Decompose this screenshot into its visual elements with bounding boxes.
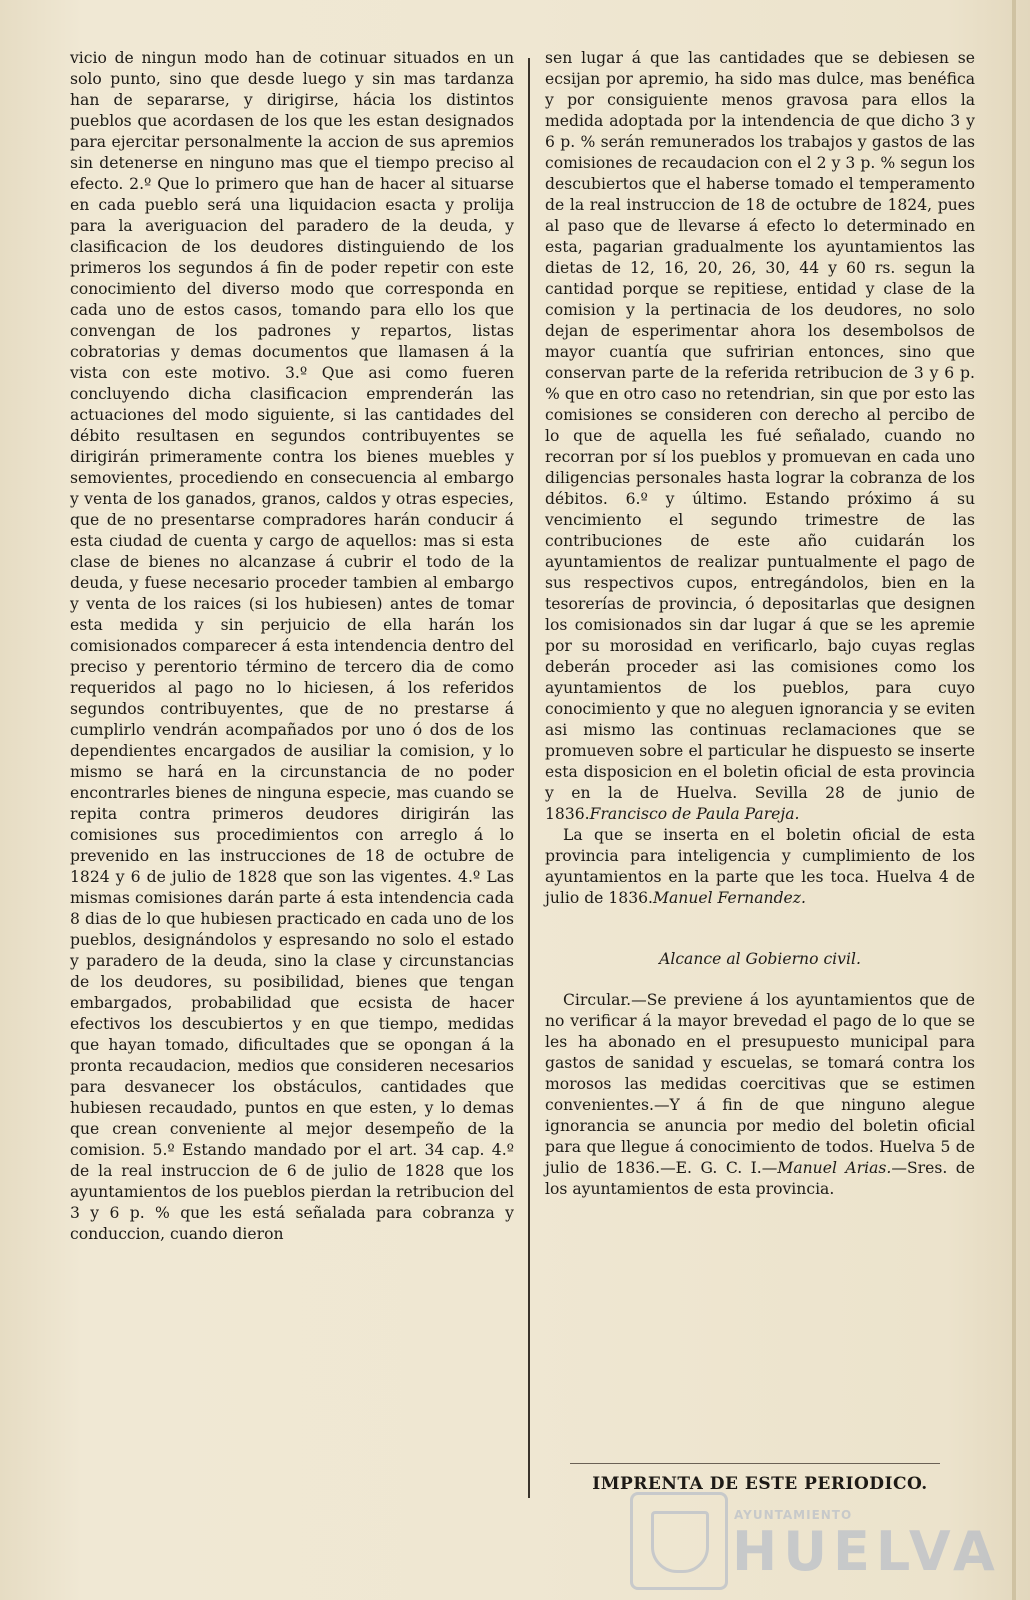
- left-column: [70, 48, 514, 1245]
- imprint-rule: [570, 1463, 940, 1464]
- left-column-text: vicio de ningun modo han de cotinuar situados en un solo punto, sino que desde luego y sin mas tardanza han de separarse, y dirigirse, hácia los distintos pueblos que acordasen de los que les estan designados para ejercitar personalmente la accion de sus apremios sin detenerse en ninguno mas que el tiempo preciso al efecto. 2.º Que lo primero que han de hacer al situarse en cada pueblo será una liquidacion esacta y prolija para la averiguacion del paradero de la deuda, y clasificacion de los deudores distinguiendo de los primeros los segundos á fin de poder repetir con este conocimiento del diverso modo que corresponda en cada uno de estos casos, tomando para ello los que convengan de los padrones y repartos, listas cobratorias y demas documentos que llamasen á la vista con este motivo. 3.º Que asi como fueren concluyendo dicha clasificacion emprenderán las actuaciones del modo siguiente, si las cantidades del débito resultasen en segundos contribuyentes se dirigirán primeramente contra los bienes muebles y semovientes, procediendo en consecuencia al embargo y venta de los ganados, granos, caldos y otras especies, que de no presentarse compradores harán conducir á esta ciudad de cuenta y cargo de aquellos: mas si esta clase de bienes no alcanzase á cubrir el todo de la deuda, y fuese necesario proceder tambien al embargo y venta de los raices (si los hubiesen) antes de tomar esta medida y sin perjuicio de ella harán los comisionados comparecer á esta intendencia dentro del preciso y perentorio término de tercero dia de como requeridos al pago no lo hiciesen, á los referidos segundos contribuyentes, que de no prestarse á cumplirlo vendrán acompañados por uno ó dos de los dependientes encargados de ausiliar la comision, y lo mismo se hará en la circunstancia de no poder encontrarles bienes de ninguna especie, mas cuando se repita contra primeros deudores dirigirán las comisiones sus procedimientos con arreglo á lo prevenido en las instrucciones de 18 de octubre de 1824 y 6 de julio de 1828 que son las vigentes. 4.º Las mismas comisiones darán parte á esta intendencia cada 8 dias de lo que hubiesen practicado en cada uno de los pueblos, designándolos y espresando no solo el estado y paradero de la deuda, sino la clase y circunstancias de los deudores, su posibilidad, bienes que tengan embargados, probabilidad que ecsista de hacer efectivos los descubiertos y en que tiempo, medidas que hayan tomado, dificultades que se opongan á la pronta recaudacion, medios que consideren necesarios para desvanecer los obstáculos, cantidades que hubiesen recaudado, puntos en que esten, y lo demas que crean conveniente al mejor desempeño de la comision. 5.º Estando mandado por el art. 34 cap. 4.º de la real instruccion de 6 de julio de 1828 que los ayuntamientos de los pueblos pierdan la retribucion del 3 y 6 p. % que les está señalada para cobranza y conduccion, cuando dieron: [70, 49, 514, 1243]
- signature-arias: Manuel Arias.: [777, 1159, 892, 1177]
- signature-fernandez: Manuel Fernandez.: [653, 889, 806, 907]
- insertion-text: La que se inserta en el boletin oficial de esta provincia para inteligencia y cumplimiento de los ayuntamientos en la parte que les toca. Huelva 4 de julio de 1836.: [545, 826, 975, 907]
- circular-notice: [545, 990, 975, 1200]
- column-divider: [528, 58, 530, 1498]
- section-heading: Alcance al Gobierno civil.: [659, 950, 861, 968]
- circular-closing: —Sres. de los ayuntamientos de esta provincia.: [545, 1159, 975, 1198]
- decree-text: sen lugar á que las cantidades que se debiesen se ecsijan por apremio, ha sido mas dulce, mas benéfica y por consiguiente menos gravosa para ellos la medida adoptada por la intendencia de que dicho 3 y 6 p. % serán remunerados los trabajos y gastos de las comisiones de recaudacion con el 2 y 3 p. % segun los descubiertos que el haberse tomado el temperamento de la real instruccion de 18 de octubre de 1824, pues al paso que de llevarse á efecto lo determinado en esta, pagarian gradualmente los ayuntamientos las dietas de 12, 16, 20, 26, 30, 44 y 60 rs. segun la cantidad porque se repitiese, entidad y clase de la comision y la pertinacia de los deudores, no solo dejan de esperimentar ahora los desembolsos de mayor cuantía que sufririan entonces, sino que conservan parte de la referida retribucion de 3 y 6 p. % que en otro caso no retendrian, sin que por esto las comisiones se consideren con derecho al percibo de lo que de aquella les fué señalado, cuando no recorran por sí los pueblos y promuevan en cada uno diligencias personales hasta lograr la cobranza de los débitos. 6.º y último. Estando próximo á su vencimiento el segundo trimestre de las contribuciones de este año cuidarán los ayuntamientos de realizar puntualmente el pago de sus respectivos cupos, entregándolos, bien en la tesorerías de provincia, ó depositarlas que designen los comisionados sin dar lugar á que se les apremie por su morosidad en verificarlo, bajo cuyas reglas deberán proceder asi las comisiones como los ayuntamientos de los pueblos, para cuyo conocimiento y que no aleguen ignorancia y se eviten asi mismo las continuas reclamaciones que se promueven sobre el particular he dispuesto se inserte esta disposicion en el boletin oficial de esta provincia y en la de Huelva. Sevilla 28 de junio de 1836.: [545, 49, 975, 823]
- printer-imprint: IMPRENTA DE ESTE PERIODICO.: [592, 1474, 928, 1494]
- watermark-title: HUELVA: [732, 1520, 1001, 1583]
- circular-text: Circular.—Se previene á los ayuntamientos que de no verificar á la mayor brevedad el pago de lo que se les ha abonado en el presupuesto municipal para gastos de sanidad y escuelas, se tomará contra los morosos las medidas coercitivas que se estimen convenientes.—Y á fin de que ninguno alegue ignorancia se anuncia por medio del boletin oficial para que llegue á conocimiento de todos. Huelva 5 de julio de 1836.—E. G. C. I.—: [545, 991, 975, 1177]
- signature-pareja: Francisco de Paula Pareja.: [589, 805, 800, 823]
- watermark-subtitle: AYUNTAMIENTO: [734, 1508, 853, 1522]
- insertion-notice: [545, 825, 975, 909]
- page-fold-edge: [1012, 0, 1016, 1600]
- right-column: [545, 48, 975, 1200]
- decree-continuation: [545, 48, 975, 825]
